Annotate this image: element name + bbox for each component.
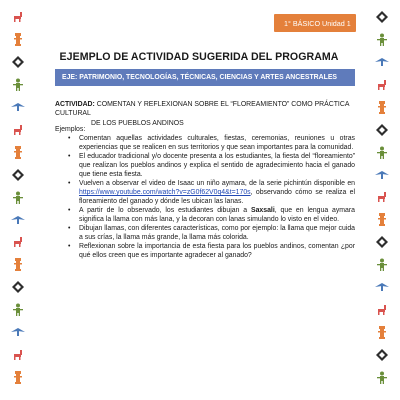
bird-icon: [10, 100, 26, 114]
activity-label: ACTIVIDAD:: [55, 101, 95, 108]
llama-icon: [10, 10, 26, 24]
activity-heading: [55, 100, 355, 128]
diamond-icon: [10, 55, 26, 69]
figure-icon: [374, 145, 390, 159]
example-text-3b: , observando cómo se realiza el floreamiento del ganado y dónde les ubican las lanas.: [79, 189, 355, 206]
example-text-5: Dibujan llamas, con diferentes características, como por ejemplo: la llama que mejor cuida a sus crías, la llama más grande, la llama más colorida.: [79, 225, 355, 242]
bullet-icon: •: [68, 243, 71, 251]
unit-tag: 1° BÁSICO Unidad 1: [274, 14, 356, 32]
totem-icon: [374, 213, 390, 227]
llama-icon: [10, 348, 26, 362]
bird-icon: [10, 325, 26, 339]
totem-icon: [10, 258, 26, 272]
saxsali-term: Saxsali: [251, 207, 275, 215]
list-item: [68, 180, 355, 207]
list-item: [68, 225, 355, 243]
activity-text-line2: DE LOS PUEBLOS ANDINOS: [91, 119, 184, 127]
totem-icon: [374, 325, 390, 339]
example-text-4a: A partir de lo observado, los estudiantes dibujan a: [79, 207, 251, 215]
figure-icon: [374, 258, 390, 272]
figure-icon: [10, 190, 26, 204]
examples-label: Ejemplos:: [55, 126, 86, 133]
left-ornament-column: [10, 10, 28, 400]
llama-icon: [10, 235, 26, 249]
diamond-icon: [374, 123, 390, 137]
list-item: [68, 135, 355, 153]
bird-icon: [10, 213, 26, 227]
diamond-icon: [10, 168, 26, 182]
figure-icon: [374, 370, 390, 384]
list-item: [68, 243, 355, 261]
llama-icon: [374, 303, 390, 317]
page-title: EJEMPLO DE ACTIVIDAD SUGERIDA DEL PROGRAMA: [59, 51, 339, 63]
bullet-icon: •: [68, 153, 71, 161]
diamond-icon: [374, 235, 390, 249]
totem-icon: [10, 145, 26, 159]
llama-icon: [374, 190, 390, 204]
bullet-icon: •: [68, 207, 71, 215]
diamond-icon: [374, 10, 390, 24]
example-text-3a: Vuelven a observar el video de Isaac un niño aymara, de la serie pichintún disponible en: [79, 180, 355, 188]
bird-icon: [374, 168, 390, 182]
list-item: [68, 207, 355, 225]
example-text-1: Comentan aquellas actividades culturales, fiestas, ceremonias, reuniones u otras experiencias que se realicen en sus territorios y que sean importantes para la comunidad.: [79, 135, 355, 151]
right-ornament-column: [374, 10, 392, 400]
figure-icon: [10, 78, 26, 92]
list-item: [68, 153, 355, 180]
llama-icon: [10, 123, 26, 137]
bird-icon: [374, 280, 390, 294]
totem-icon: [10, 33, 26, 47]
llama-icon: [374, 78, 390, 92]
diamond-icon: [374, 348, 390, 362]
activity-text-line1: COMENTAN Y REFLEXIONAN SOBRE EL “FLOREAMIENTO” COMO PRÁCTICA CULTURAL: [55, 101, 350, 118]
video-link[interactable]: https://www.youtube.com/watch?v=zG0f62V0q4&t=170s: [79, 189, 251, 197]
example-text-6: Reflexionan sobre la importancia de esta fiesta para los pueblos andinos, comentan ¿por qué ellos creen que es importante agradecer al ganado?: [79, 243, 355, 260]
axis-banner: EJE: PATRIMONIO, TECNOLOGÍAS, TÉCNICAS, CIENCIAS Y ARTES ANCESTRALES: [55, 69, 355, 86]
figure-icon: [10, 303, 26, 317]
bird-icon: [374, 55, 390, 69]
totem-icon: [374, 100, 390, 114]
bullet-icon: •: [68, 180, 71, 188]
example-text-4b: , que en lengua aymara significa la llama con más lana, y la decoran con lanas simulando lo visto en el video.: [79, 207, 355, 224]
bullet-icon: •: [68, 135, 71, 142]
examples-list: [68, 135, 355, 261]
totem-icon: [10, 370, 26, 384]
figure-icon: [374, 33, 390, 47]
example-text-2: El educador tradicional y/o docente presenta a los estudiantes, la fiesta del “floreamiento” que realizan los pueblos andinos y explica el sentido de agradecimiento hacia el ganado que tiene esta fiesta.: [79, 153, 355, 178]
diamond-icon: [10, 280, 26, 294]
bullet-icon: •: [68, 225, 71, 233]
